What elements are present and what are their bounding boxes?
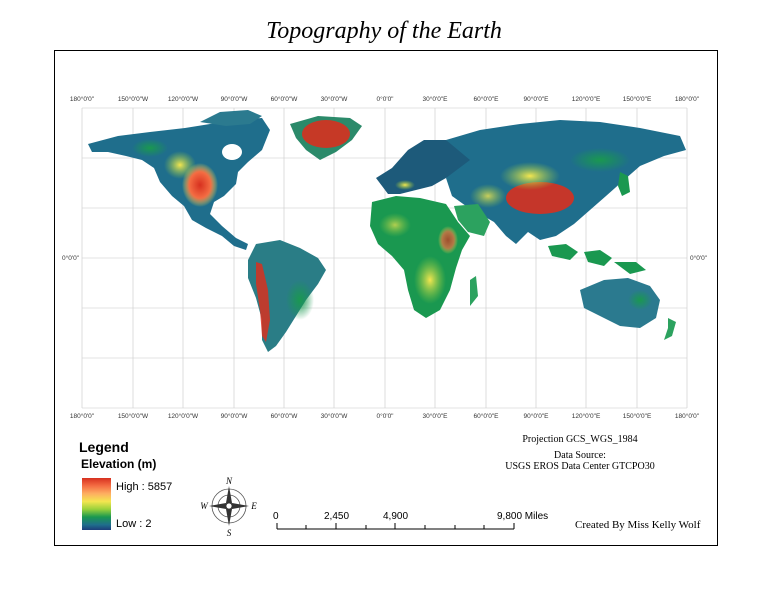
compass-north: N xyxy=(225,476,233,486)
top-lon-label: 180°0'0" xyxy=(69,96,95,103)
bottom-lon-label: 90°0'0"W xyxy=(220,413,248,420)
map-title: Topography of the Earth xyxy=(266,18,502,44)
scale-label-0: 0 xyxy=(273,511,279,522)
top-longitude-labels xyxy=(70,95,700,103)
bottom-lon-label: 30°0'0"E xyxy=(422,413,448,420)
scale-bar xyxy=(277,523,514,529)
legend-subtitle: Elevation (m) xyxy=(81,457,157,471)
bottom-lon-label: 30°0'0"W xyxy=(320,413,348,420)
bottom-lon-label: 180°0'0" xyxy=(69,413,95,420)
top-lon-label: 90°0'0"W xyxy=(220,96,248,103)
continents xyxy=(88,110,686,352)
scale-label-1: 2,450 xyxy=(324,511,350,522)
source-heading: Data Source: xyxy=(554,450,606,461)
top-lon-label: 180°0'0" xyxy=(674,96,700,103)
bottom-lon-label: 120°0'0"W xyxy=(167,413,199,420)
top-lon-label: 30°0'0"E xyxy=(422,96,448,103)
top-lon-label: 60°0'0"E xyxy=(473,96,499,103)
bottom-lon-label: 150°0'0"W xyxy=(117,413,149,420)
equator-label-right: 0°0'0" xyxy=(690,255,707,262)
bottom-lon-label: 180°0'0" xyxy=(674,413,700,420)
top-lon-label: 150°0'0"E xyxy=(622,96,652,103)
compass-west: W xyxy=(200,501,208,511)
elevation-color-ramp xyxy=(82,478,111,530)
credit-text: Created By Miss Kelly Wolf xyxy=(575,519,701,531)
bottom-lon-label: 0°0'0" xyxy=(376,413,394,420)
bottom-lon-label: 150°0'0"E xyxy=(622,413,652,420)
projection-text: Projection GCS_WGS_1984 xyxy=(522,434,638,445)
top-lon-label: 120°0'0"E xyxy=(571,96,601,103)
legend-high-label: High : 5857 xyxy=(116,481,173,493)
legend-low-label: Low : 2 xyxy=(116,518,152,530)
bottom-longitude-labels xyxy=(70,412,700,420)
bottom-lon-label: 120°0'0"E xyxy=(571,413,601,420)
scale-label-3: 9,800 Miles xyxy=(497,511,549,522)
legend-title: Legend xyxy=(79,439,129,455)
north-america xyxy=(88,118,270,250)
top-lon-label: 60°0'0"W xyxy=(270,96,298,103)
top-lon-label: 30°0'0"W xyxy=(320,96,348,103)
equator-label-left: 0°0'0" xyxy=(62,255,79,262)
top-lon-label: 150°0'0"W xyxy=(117,96,149,103)
compass-south: S xyxy=(226,528,232,538)
top-lon-label: 120°0'0"W xyxy=(167,96,199,103)
source-detail: USGS EROS Data Center GTCPO30 xyxy=(505,461,655,472)
bottom-lon-label: 60°0'0"E xyxy=(473,413,499,420)
scale-label-2: 4,900 xyxy=(383,511,409,522)
compass-east: E xyxy=(251,501,257,511)
top-lon-label: 0°0'0" xyxy=(376,96,394,103)
bottom-lon-label: 60°0'0"W xyxy=(270,413,298,420)
top-lon-label: 90°0'0"E xyxy=(523,96,549,103)
compass-rose-icon xyxy=(200,476,257,538)
bottom-lon-label: 90°0'0"E xyxy=(523,413,549,420)
